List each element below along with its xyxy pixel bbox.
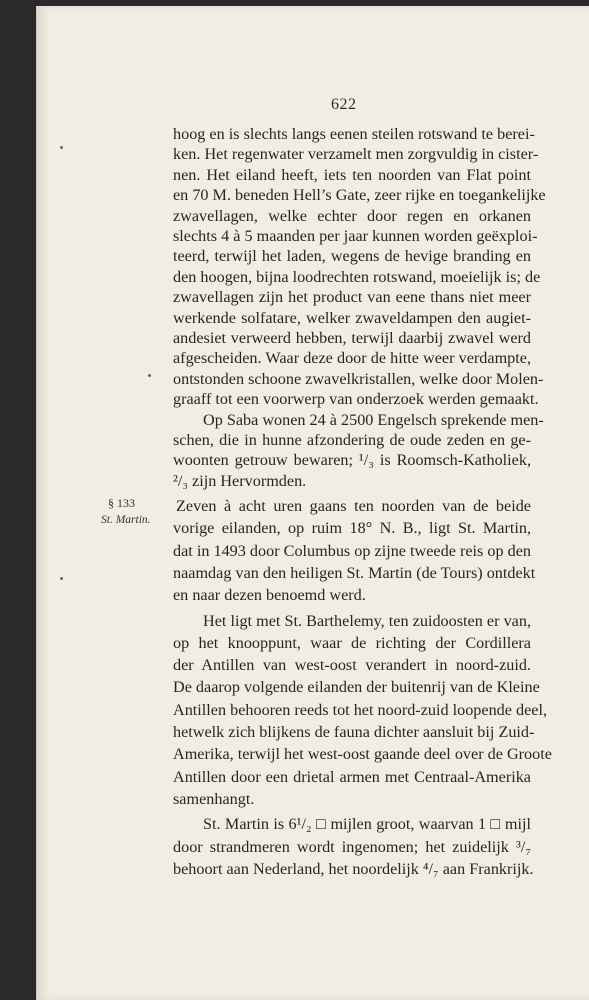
text-line: graaff tot een voorwerp van onderzoek werden gemaakt.: [173, 390, 539, 409]
text-line: hetwelk zich blijkens de fauna dichter aansluit bij Zuid-: [173, 723, 535, 741]
text-line: Op Saba wonen 24 à 2500 Engelsch sprekende men-: [203, 410, 544, 429]
text-line: samenhangt.: [173, 789, 255, 808]
page-speck: [60, 146, 63, 149]
text-line: slechts 4 à 5 maanden per jaar kunnen worden geëxploi-: [173, 227, 538, 245]
section-topic: St. Martin.: [101, 514, 151, 526]
text-line: Antillen door een drietal armen met Centraal-Amerika: [173, 767, 531, 786]
text-line: Zeven à acht uren gaans ten noorden van de beide: [176, 497, 531, 515]
text-line: ontstonden schoone zwavelkristallen, welke door Molen-: [173, 369, 544, 388]
text-line: der Antillen van west-oost verandert in noord-zuid.: [173, 656, 531, 675]
text-line: ²/₃ zijn Hervormden.: [173, 471, 307, 490]
text-line: zwavellagen, welke echter door regen en orkanen: [173, 206, 531, 225]
text-line: door strandmeren wordt ingenomen; het zuidelijk ³/₇: [173, 837, 531, 856]
text-line: behoort aan Nederland, het noordelijk ⁴/₇ aan Frankrijk.: [173, 859, 534, 878]
text-line: naamdag van den heiligen St. Martin (de Tours) ontdekt: [173, 563, 536, 582]
text-line: den hoogen, bijna loodrechten rotswand, moeielijk is; de: [173, 267, 541, 286]
text-line: Het ligt met St. Barthelemy, ten zuidoosten er van,: [203, 611, 531, 630]
text-line: De daarop volgende eilanden der buitenrij van de Kleine: [173, 678, 540, 697]
text-line: Antillen behooren reeds tot het noord-zuid loopende deel,: [173, 700, 547, 719]
page-speck: [60, 577, 63, 580]
text-line: woonten getrouw bewaren; ¹/₃ is Roomsch-Katholiek,: [173, 451, 531, 470]
text-line: schen, die in hunne afzondering de oude zeden en ge-: [173, 431, 531, 449]
section-number: § 133: [108, 496, 135, 510]
page-speck: [148, 374, 151, 377]
text-line: werkende solfatare, welker zwaveldampen den augiet-: [173, 308, 531, 327]
text-line: hoog en is slechts langs eenen steilen rotswand te berei-: [173, 125, 535, 143]
text-line: en naar dezen benoemd werd.: [173, 586, 366, 605]
text-line: ken. Het regenwater verzamelt men zorgvuldig in cister-: [173, 145, 539, 164]
text-line: nen. Het eiland heeft, iets ten noorden van Flat point: [173, 165, 531, 184]
text-line: St. Martin is 6¹/₂ □ mijlen groot, waarvan 1 □ mijl: [203, 815, 531, 834]
text-line: dat in 1493 door Columbus op zijne tweede reis op den: [173, 541, 531, 560]
page-number: 622: [331, 96, 357, 113]
text-line: Amerika, terwijl het west-oost gaande deel over de Groote: [173, 745, 552, 764]
text-line: vorige eilanden, op ruim 18° N. B., ligt St. Martin,: [173, 519, 531, 538]
text-line: andesiet verweerd hebben, terwijl daarbij zwavel werd: [173, 329, 531, 347]
text-line: zwavellagen zijn het product van eene thans niet meer: [173, 288, 531, 307]
text-line: en 70 M. beneden Hell’s Gate, zeer rijke en toegankelijke: [173, 186, 546, 205]
text-line: teerd, terwijl het laden, wegens de hevige branding en: [173, 247, 531, 266]
text-line: afgescheiden. Waar deze door de hitte weer verdampte,: [173, 349, 531, 368]
text-line: op het knooppunt, waar de richting der Cordillera: [173, 633, 531, 652]
